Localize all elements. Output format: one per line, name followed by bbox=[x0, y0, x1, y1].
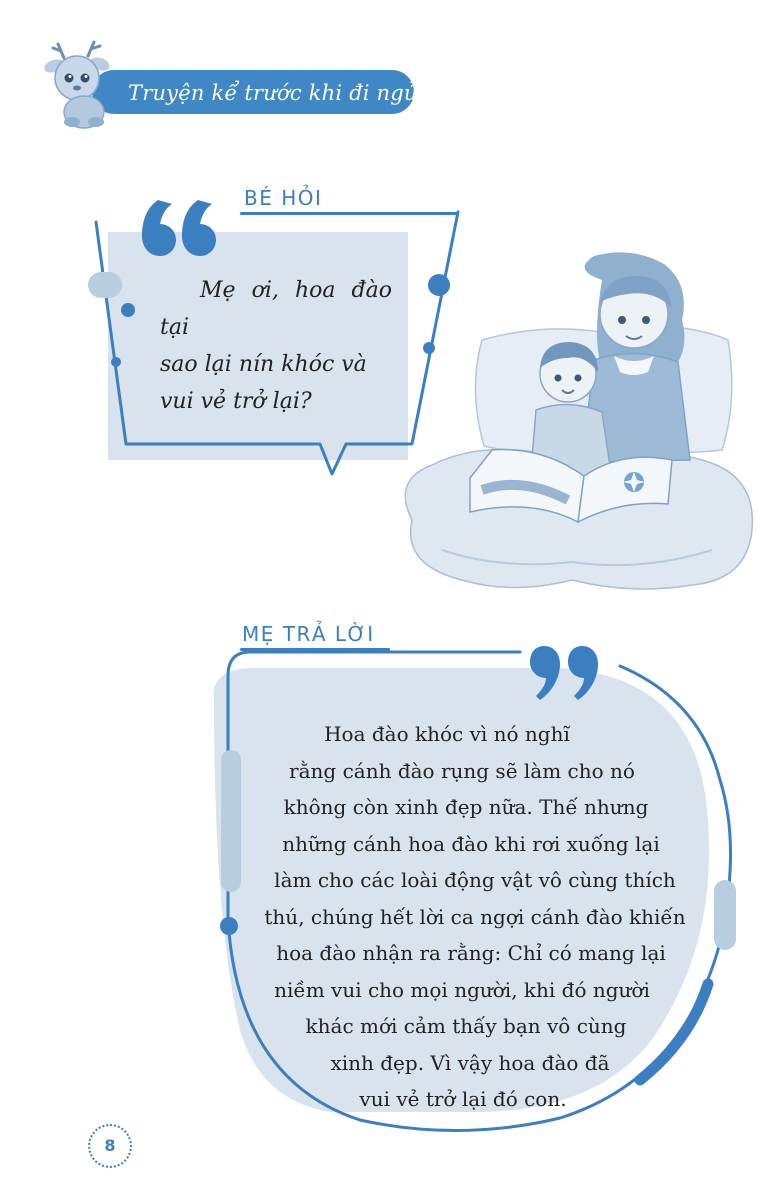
answer-line: không còn xinh đẹp nữa. Thế nhưng bbox=[283, 795, 649, 819]
answer-line: làm cho các loài động vật vô cùng thích bbox=[274, 868, 676, 892]
answer-line: rằng cánh đào rụng sẽ làm cho nó bbox=[289, 758, 635, 783]
answer-line: hoa đào nhận ra rằng: Chỉ có mang lại bbox=[276, 941, 666, 965]
answer-heading: MẸ TRẢ LỜI bbox=[242, 622, 375, 646]
question-line: vui vẻ trở lại? bbox=[160, 389, 312, 414]
answer-text bbox=[236, 716, 714, 1118]
question-line: Mẹ ơi, hoa đào tại bbox=[160, 278, 392, 340]
answer-line: thú, chúng hết lời ca ngợi cánh đào khiến bbox=[264, 904, 686, 929]
page-number: 8 bbox=[88, 1124, 132, 1168]
answer-line: niềm vui cho mọi người, khi đó người bbox=[274, 977, 650, 1002]
book-title: Truyện kể trước khi đi ngủ bbox=[128, 81, 418, 105]
answer-line: khác mới cảm thấy bạn vô cùng bbox=[305, 1014, 627, 1038]
close-quote-icon bbox=[528, 644, 600, 702]
answer-line: những cánh hoa đào khi rơi xuống lại bbox=[282, 831, 660, 856]
answer-line: Hoa đào khóc vì nó nghĩ bbox=[324, 722, 570, 746]
question-line: sao lại nín khóc và bbox=[160, 352, 367, 377]
question-heading: BÉ HỎI bbox=[244, 186, 323, 210]
answer-line: xinh đẹp. Vì vậy hoa đào đã bbox=[330, 1050, 610, 1075]
answer-line: vui vẻ trở lại đó con. bbox=[359, 1087, 567, 1111]
